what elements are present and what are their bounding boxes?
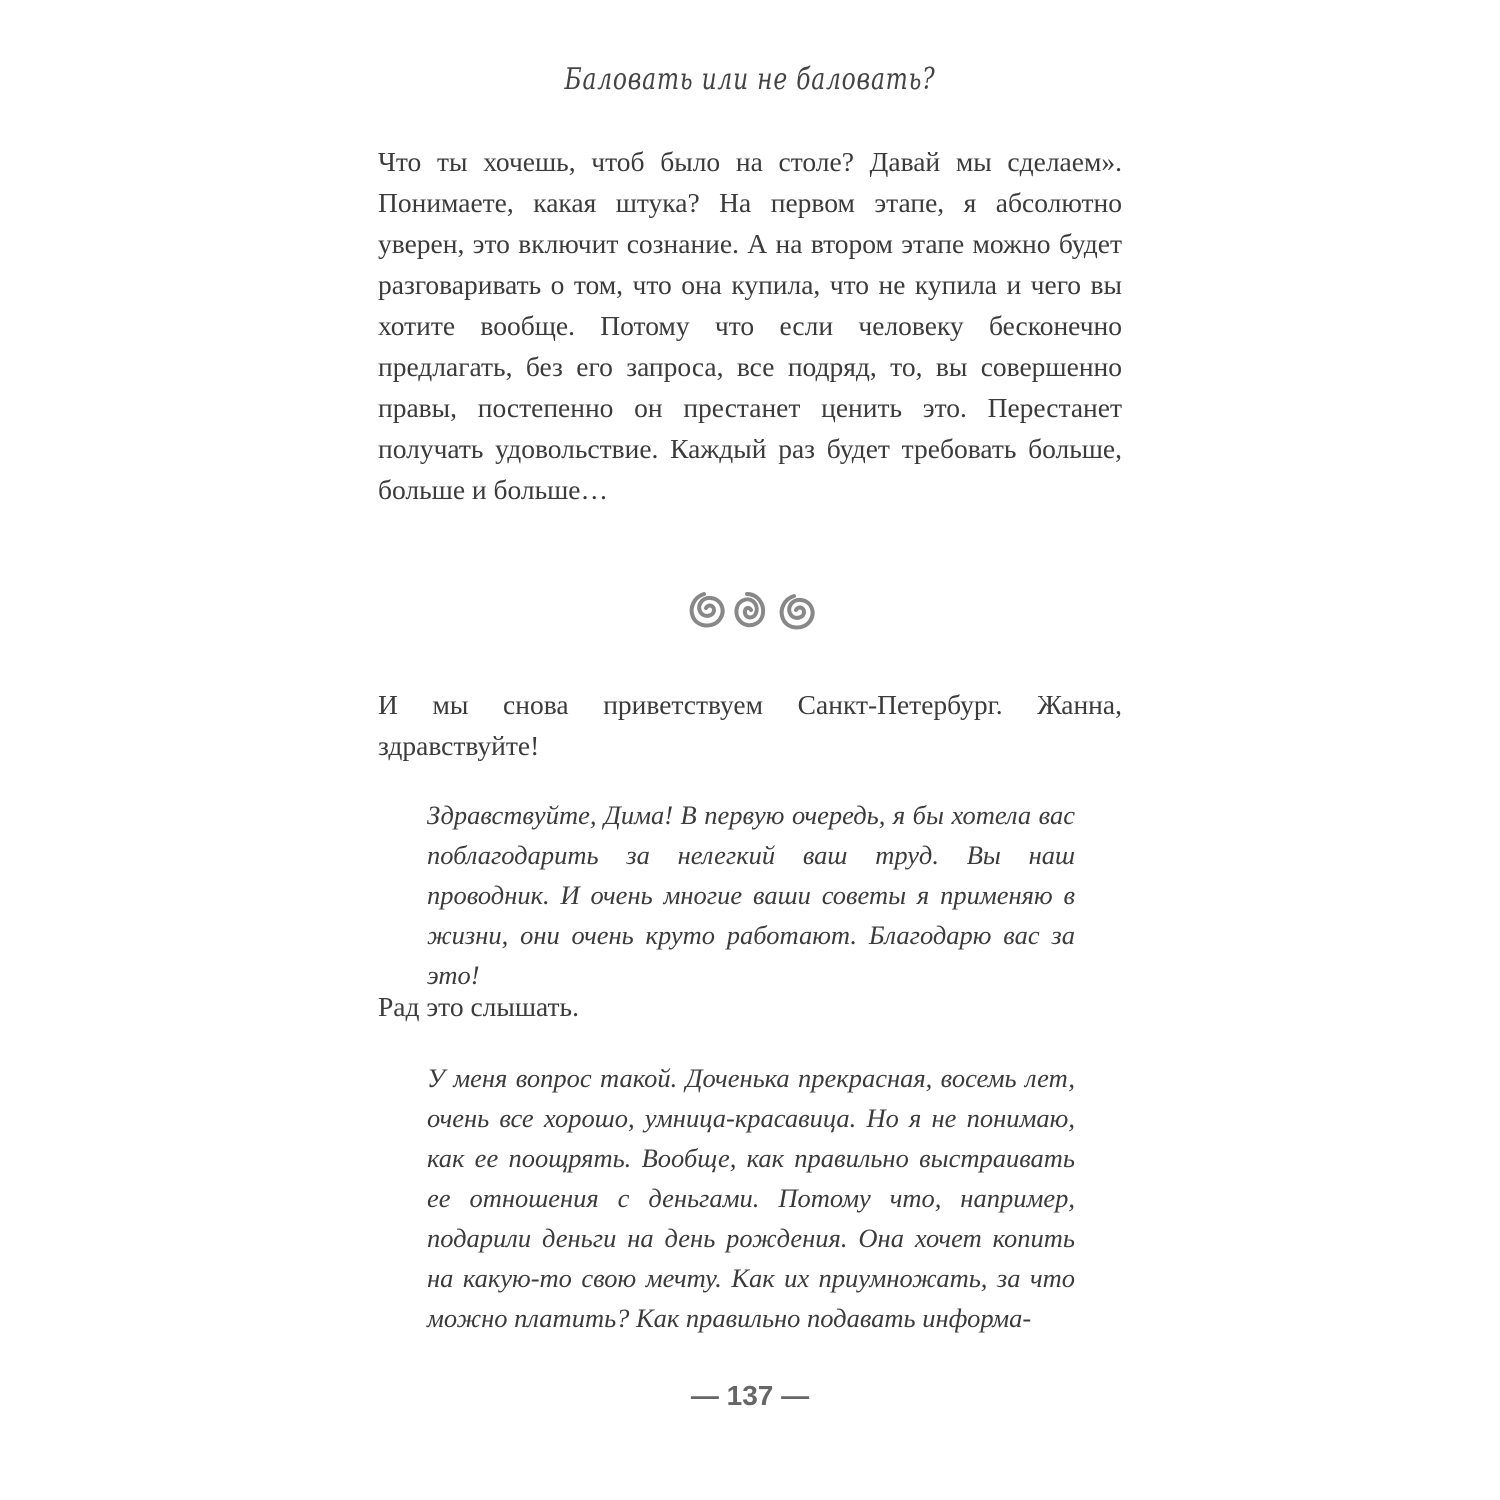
quote-text: Здравствуйте, Дима! В первую очередь, я бы хотела вас поблагодарить за нелегкий ваш труд. Вы наш проводник. И очень многие ваши советы я применяю в жизни, они очень круто работают. Благодарю вас за это!: [427, 800, 1075, 990]
paragraph-text: Что ты хочешь, чтоб было на столе? Давай мы сделаем». Понимаете, какая штука? На первом этапе, я абсолютно уверен, это включит сознание. А на втором этапе можно будет разговаривать о том, что она купила, что не купила и чего вы хотите вообще. Потому что если человеку бесконечно предлагать, без его запроса, все подряд, то, вы совершенно правы, постепенно он престанет ценить это. Перестанет получать удовольствие. Каждый раз будет требовать больше, больше и больше…: [378, 146, 1122, 505]
quote-text: У меня вопрос такой. Доченька прекрасная, восемь лет, очень все хорошо, умница-красавица. Но я не понимаю, как ее поощрять. Вообще, как правильно выстраивать ее отношения с деньгами. Потому что, например, подарили деньги на день рождения. Она хочет копить на какую-то свою мечту. Как их приумножать, за что можно платить? Как правильно подавать информа-: [427, 1063, 1075, 1333]
quote-paragraph-2: [427, 1058, 1075, 1338]
spiral-middle: [736, 594, 763, 625]
spiral-ornament-icon: [684, 580, 818, 640]
running-head: Баловать или не баловать?: [564, 62, 936, 97]
body-paragraph-1: [378, 141, 1122, 510]
paragraph-text: И мы снова приветствуем Санкт-Петербург. Жанна, здравствуйте!: [378, 689, 1122, 761]
quote-paragraph-1: [427, 795, 1075, 995]
body-paragraph-3: [378, 986, 1122, 1027]
spiral-left: [692, 594, 723, 626]
paragraph-text: Рад это слышать.: [378, 991, 579, 1022]
spiral-right: [782, 596, 813, 628]
body-paragraph-2: [378, 684, 1122, 766]
page-number: — 137 —: [690, 1380, 810, 1411]
